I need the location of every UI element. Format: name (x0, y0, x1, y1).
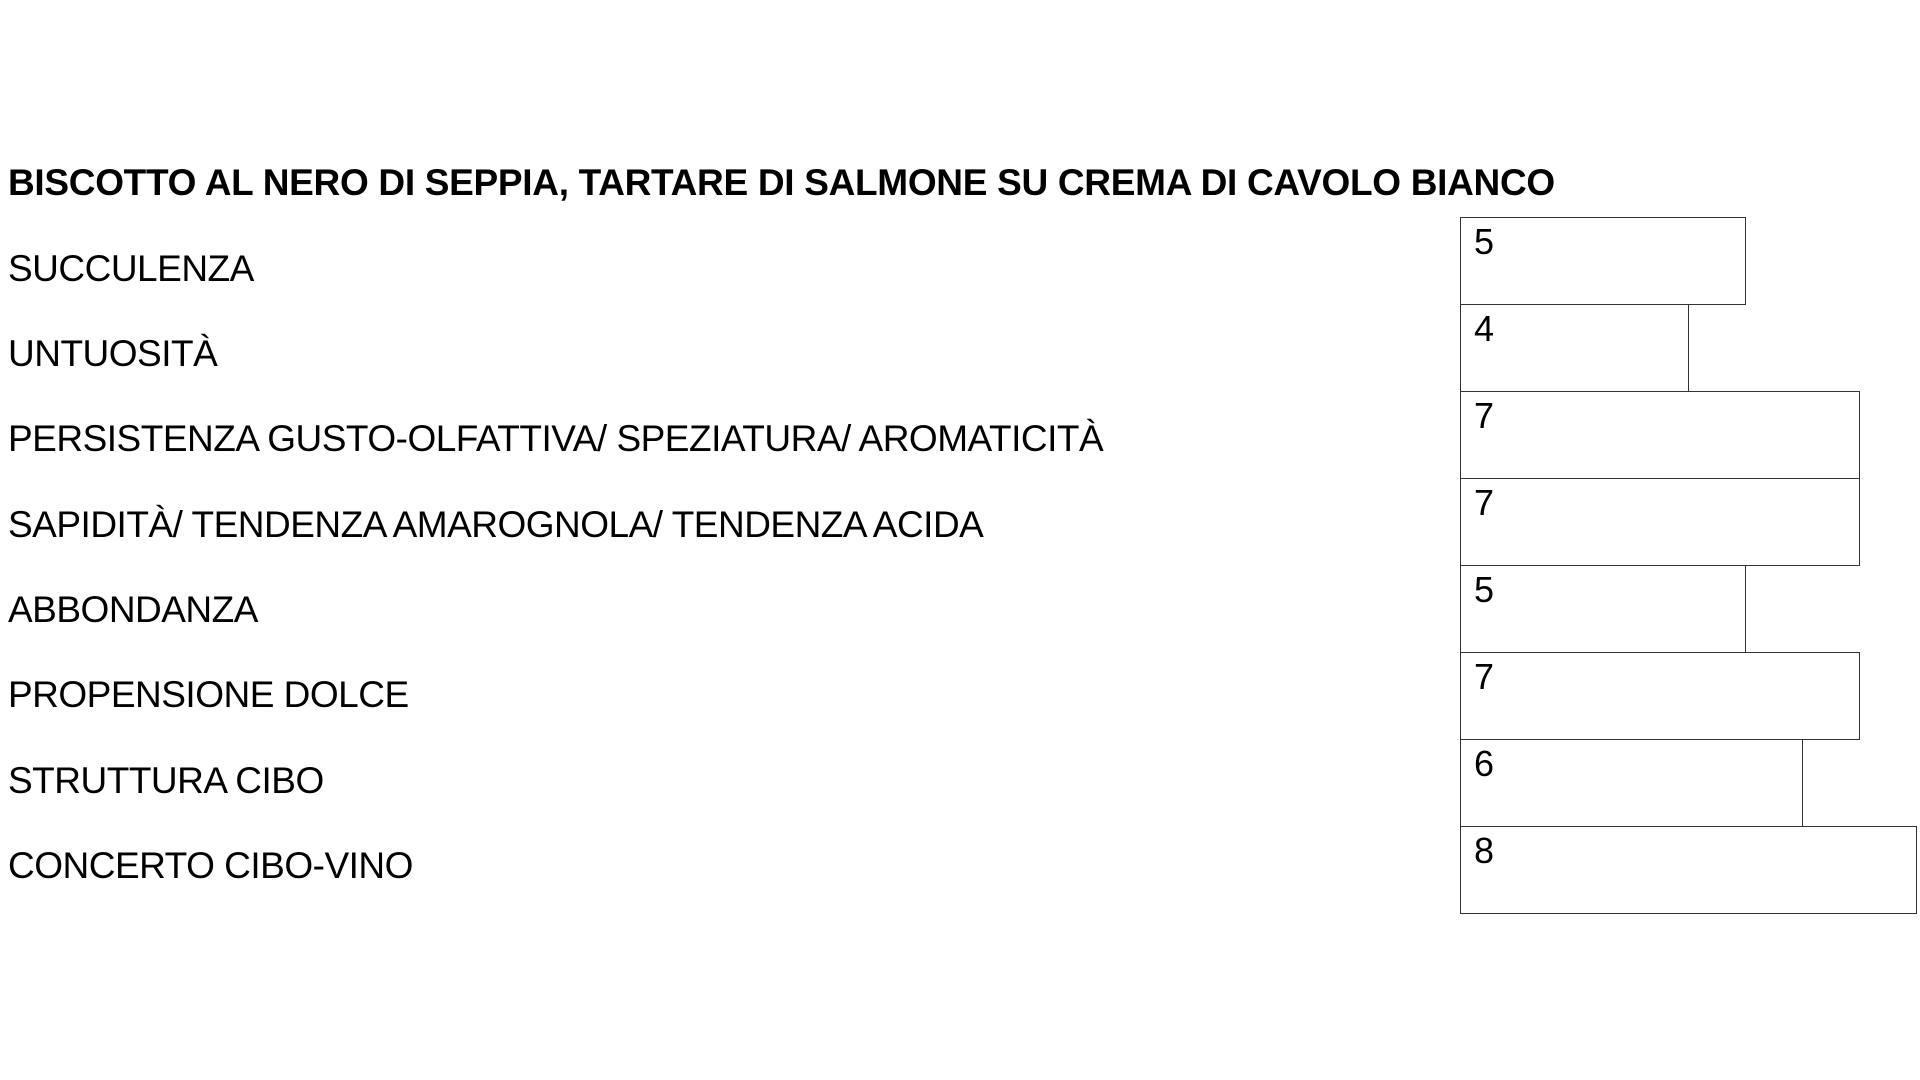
category-label-persistenza: PERSISTENZA GUSTO-OLFATTIVA/ SPEZIATURA/ AROMATICITÀ (8, 418, 1104, 459)
category-label-struttura-cibo: STRUTTURA CIBO (8, 760, 324, 801)
bar-value-label: 6 (1474, 743, 1495, 784)
bar-value-label: 7 (1474, 482, 1495, 523)
bar-untuosit (1460, 304, 1689, 392)
bar-struttura-cibo (1460, 739, 1803, 827)
category-label-abbondanza: ABBONDANZA (8, 589, 258, 630)
category-label-succulenza: SUCCULENZA (8, 248, 254, 289)
chart-title: BISCOTTO AL NERO DI SEPPIA, TARTARE DI SALMONE SU CREMA DI CAVOLO BIANCO (8, 162, 1555, 203)
category-label-propensione-dolce: PROPENSIONE DOLCE (8, 674, 409, 715)
category-label-concerto-cibo-vino: CONCERTO CIBO-VINO (8, 845, 413, 886)
bar-value-label: 5 (1474, 569, 1495, 610)
bar-value-label: 8 (1474, 830, 1495, 871)
bar-abbondanza (1460, 565, 1746, 653)
bar-persistenza-gusto-olfattiva-speziatura-aromaticit (1460, 391, 1860, 479)
category-label-sapidita: SAPIDITÀ/ TENDENZA AMAROGNOLA/ TENDENZA ACIDA (8, 504, 984, 545)
bar-concerto-cibo-vino (1460, 826, 1917, 914)
bar-succulenza (1460, 217, 1746, 305)
category-label-untuosita: UNTUOSITÀ (8, 333, 218, 374)
bar-value-label: 7 (1474, 395, 1495, 436)
bar-sapidit-tendenza-amarognola-tendenza-acida (1460, 478, 1860, 566)
bar-value-label: 5 (1474, 221, 1495, 262)
bar-value-label: 4 (1474, 308, 1495, 349)
bar-propensione-dolce (1460, 652, 1860, 740)
bar-value-label: 7 (1474, 656, 1495, 697)
